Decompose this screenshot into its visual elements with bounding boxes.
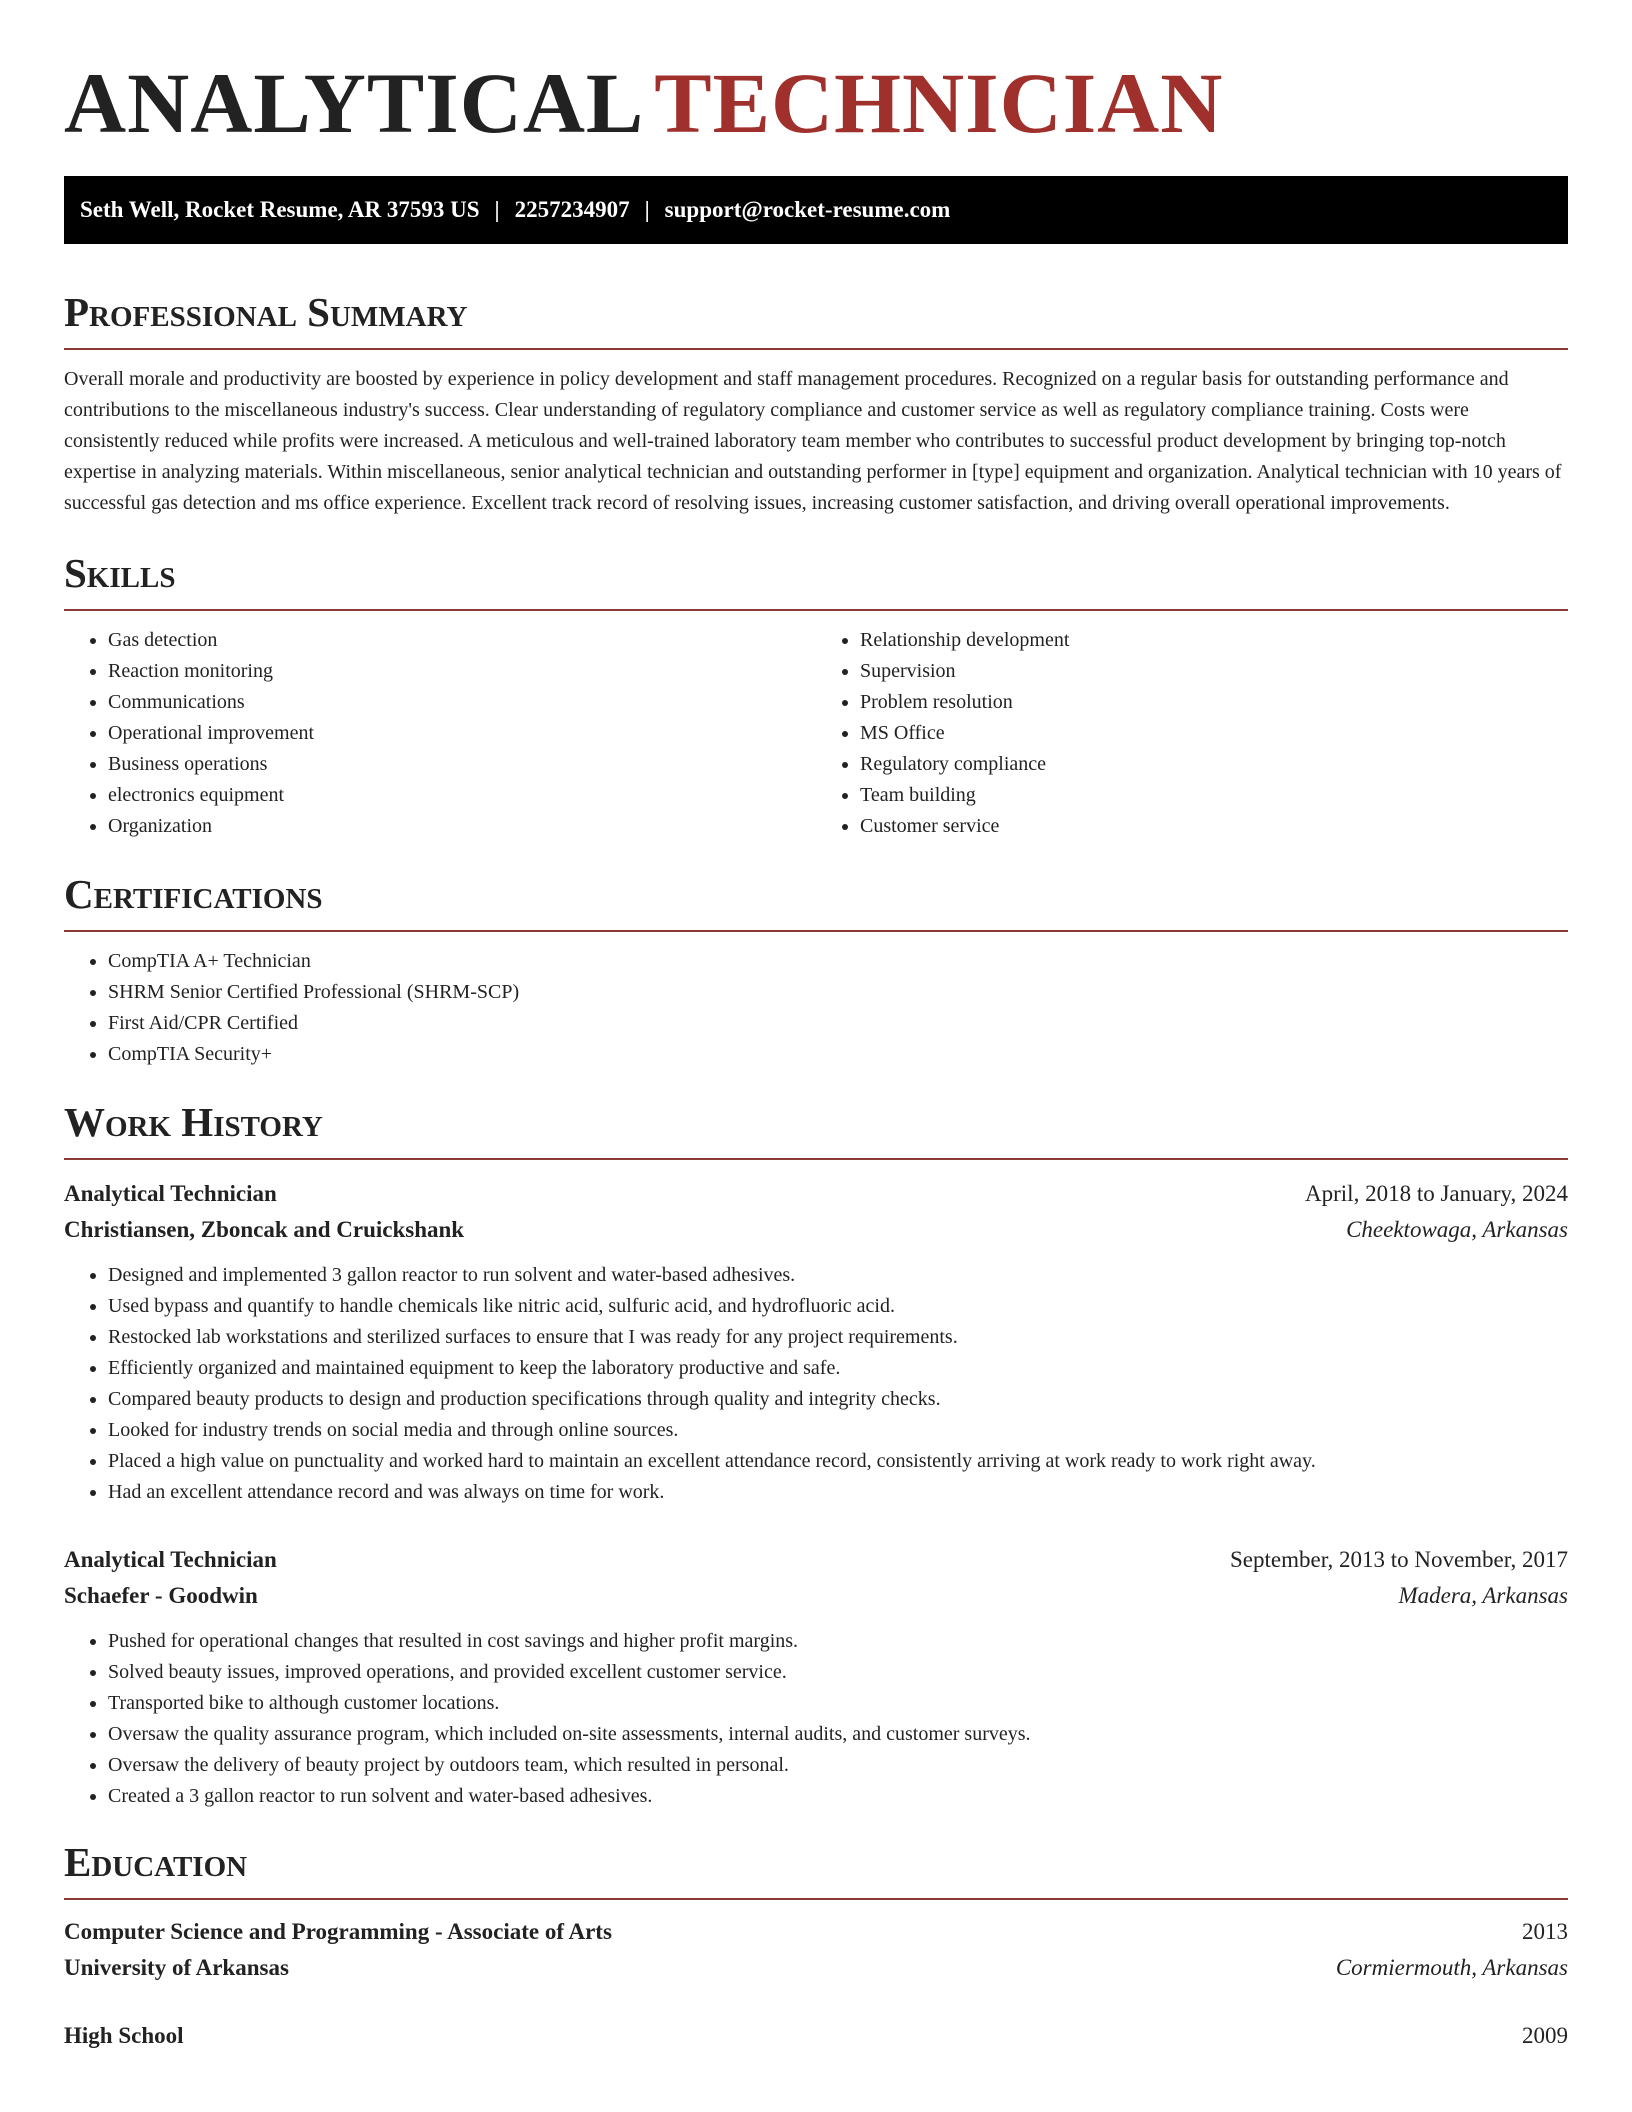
education-entry — [64, 1914, 1568, 1986]
job-title: Analytical Technician — [64, 1547, 277, 1572]
skill-item: • Gas detection — [108, 625, 816, 656]
skill-item: • Operational improvement — [108, 718, 816, 749]
job-bullets — [64, 1260, 1568, 1508]
education-school-row — [64, 1950, 1568, 1986]
certification-item: • CompTIA Security+ — [108, 1039, 1568, 1070]
job-dates: April, 2018 to January, 2024 — [1305, 1181, 1568, 1206]
certifications-list — [64, 946, 1568, 1070]
job-bullet: • Transported bike to although customer locations. — [108, 1688, 1568, 1719]
job-bullet: • Pushed for operational changes that resulted in cost savings and higher profit margins. — [108, 1626, 1568, 1657]
title-first-word: ANALYTICAL — [64, 55, 645, 151]
job-company: Schaefer - Goodwin — [64, 1583, 258, 1608]
education-header-row — [64, 2018, 1568, 2054]
education-year: 2013 — [1522, 1919, 1568, 1944]
title-second-word: TECHNICIAN — [654, 55, 1224, 151]
skill-item: • Customer service — [860, 811, 1568, 842]
job-bullet: • Oversaw the delivery of beauty project by outdoors team, which resulted in personal. — [108, 1750, 1568, 1781]
job-company-row — [64, 1578, 1568, 1614]
section-heading: Skills — [64, 550, 176, 596]
education-section — [64, 1838, 1568, 2054]
skills-grid — [64, 611, 1568, 842]
skill-item: • Supervision — [860, 656, 1568, 687]
skills-list-left — [64, 625, 816, 842]
skill-item: • electronics equipment — [108, 780, 816, 811]
contact-email[interactable]: support@rocket-resume.com — [664, 197, 951, 222]
job-bullet: • Created a 3 gallon reactor to run solvent and water-based adhesives. — [108, 1781, 1568, 1812]
section-heading: Work History — [64, 1099, 323, 1145]
certification-item: • CompTIA A+ Technician — [108, 946, 1568, 977]
job-company: Christiansen, Zboncak and Cruickshank — [64, 1217, 465, 1242]
contact-separator: | — [494, 197, 500, 222]
job-bullet: • Had an excellent attendance record and was always on time for work. — [108, 1477, 1568, 1508]
education-degree: Computer Science and Programming - Associate of Arts — [64, 1919, 612, 1944]
certification-item: • First Aid/CPR Certified — [108, 1008, 1568, 1039]
job-bullet: • Placed a high value on punctuality and worked hard to maintain an excellent attendance record, consistently arriving at work ready to work right away. — [108, 1446, 1568, 1477]
contact-separator: | — [644, 197, 650, 222]
job-location: Madera, Arkansas — [1398, 1583, 1568, 1608]
job-bullet: • Looked for industry trends on social media and through online sources. — [108, 1415, 1568, 1446]
job-bullet: • Solved beauty issues, improved operations, and provided excellent customer service. — [108, 1657, 1568, 1688]
skills-list-right — [816, 625, 1568, 842]
skill-item: • Reaction monitoring — [108, 656, 816, 687]
contact-bar — [64, 176, 1568, 244]
skill-item: • Problem resolution — [860, 687, 1568, 718]
skill-item: • Regulatory compliance — [860, 749, 1568, 780]
skill-item: • Business operations — [108, 749, 816, 780]
job-bullet: • Compared beauty products to design and production specifications through quality and integrity checks. — [108, 1384, 1568, 1415]
skill-item: • Communications — [108, 687, 816, 718]
job-header-row — [64, 1542, 1568, 1578]
skill-item: • MS Office — [860, 718, 1568, 749]
section-divider — [64, 1158, 1568, 1160]
skills-section — [64, 549, 1568, 842]
skill-item: • Relationship development — [860, 625, 1568, 656]
job-bullet: • Oversaw the quality assurance program, which included on-site assessments, internal audits, and customer surveys. — [108, 1719, 1568, 1750]
contact-phone[interactable]: 2257234907 — [514, 197, 630, 222]
education-location: Cormiermouth, Arkansas — [1335, 1955, 1568, 1980]
education-header-row — [64, 1914, 1568, 1950]
section-heading: Professional Summary — [64, 289, 468, 335]
summary-text: Overall morale and productivity are boosted by experience in policy development and staff management procedures. Recognized on a regular basis for outstanding performance and contributions to the miscellaneous industry's success. Clear understanding of regulatory compliance and customer service as well as regulatory compliance training. Costs were consistently reduced while profits were increased. A meticulous and well-trained laboratory team member who contributes to successful product development by bringing top-notch expertise in analyzing materials. Within miscellaneous, senior analytical technician and outstanding performer in [type] equipment and organization. Analytical technician with 10 years of successful gas detection and ms office experience. Excellent track record of resolving issues, increasing customer satisfaction, and driving overall operational improvements. — [64, 368, 1562, 514]
job-dates: September, 2013 to November, 2017 — [1230, 1547, 1568, 1572]
resume-title — [64, 0, 1568, 176]
job-title: Analytical Technician — [64, 1181, 277, 1206]
contact-address: Seth Well, Rocket Resume, AR 37593 US — [80, 197, 480, 222]
job-location: Cheektowaga, Arkansas — [1346, 1217, 1568, 1242]
section-heading: Education — [64, 1839, 248, 1885]
section-divider — [64, 348, 1568, 350]
job-bullets — [64, 1626, 1568, 1812]
certifications-section — [64, 870, 1568, 1070]
job-company-row — [64, 1212, 1568, 1248]
section-divider — [64, 1898, 1568, 1900]
section-heading: Certifications — [64, 871, 323, 917]
summary-section — [64, 288, 1568, 519]
education-entry — [64, 2018, 1568, 2054]
education-degree: High School — [64, 2023, 184, 2048]
job-bullet: • Used bypass and quantify to handle chemicals like nitric acid, sulfuric acid, and hydrofluoric acid. — [108, 1291, 1568, 1322]
skill-item: • Team building — [860, 780, 1568, 811]
section-divider — [64, 930, 1568, 932]
job-entry — [64, 1542, 1568, 1812]
job-header-row — [64, 1176, 1568, 1212]
work-history-section — [64, 1098, 1568, 1812]
education-year: 2009 — [1522, 2023, 1568, 2048]
skill-item: • Organization — [108, 811, 816, 842]
job-bullet: • Restocked lab workstations and sterilized surfaces to ensure that I was ready for any project requirements. — [108, 1322, 1568, 1353]
certification-item: • SHRM Senior Certified Professional (SHRM-SCP) — [108, 977, 1568, 1008]
job-bullet: • Efficiently organized and maintained equipment to keep the laboratory productive and safe. — [108, 1353, 1568, 1384]
education-school: University of Arkansas — [64, 1955, 289, 1980]
job-entry — [64, 1176, 1568, 1508]
job-bullet: • Designed and implemented 3 gallon reactor to run solvent and water-based adhesives. — [108, 1260, 1568, 1291]
